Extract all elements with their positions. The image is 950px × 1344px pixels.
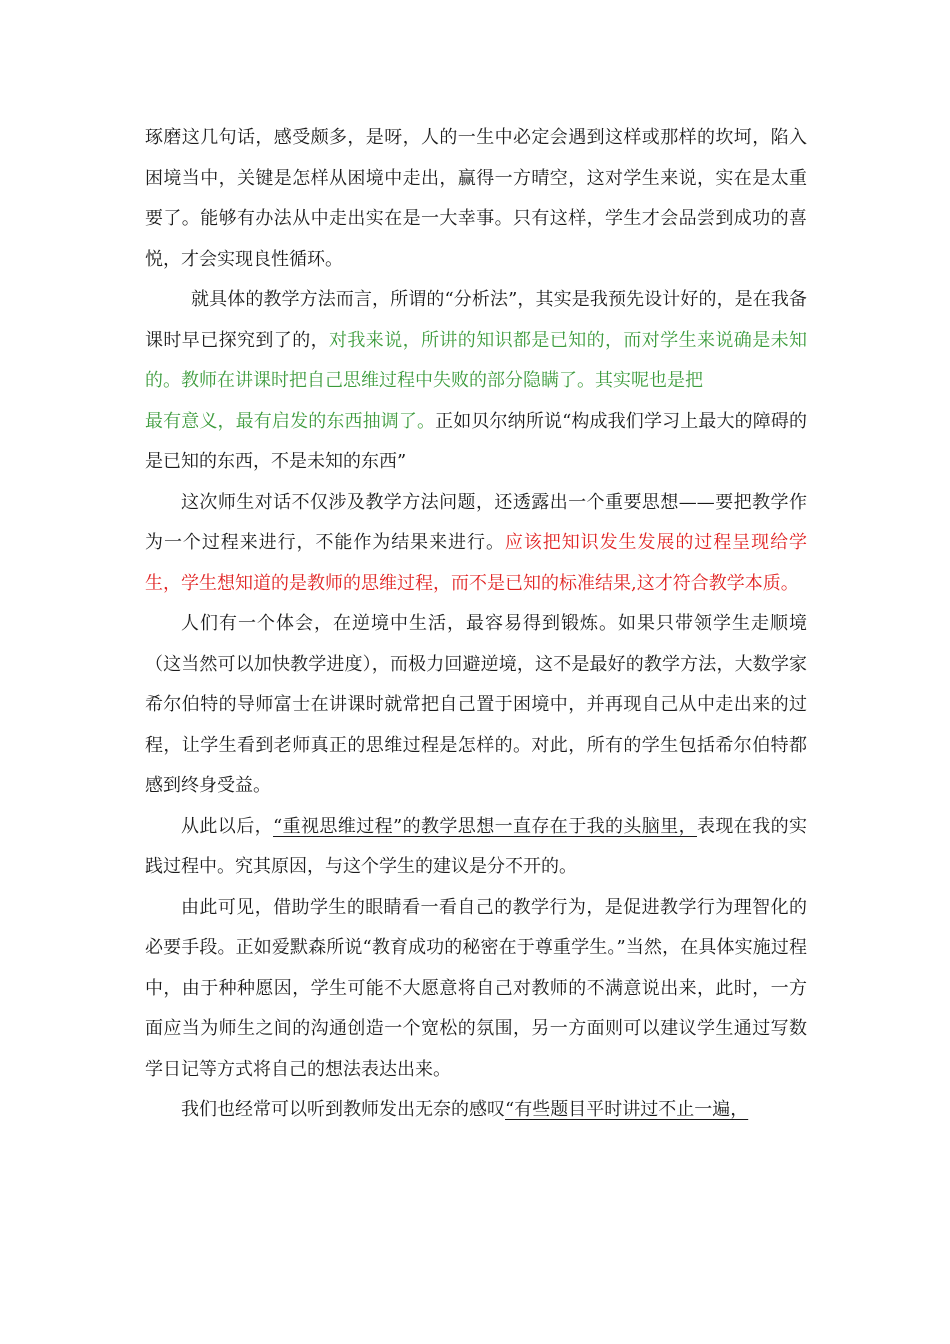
paragraph-2-green-a: 对我来说，所讲的知识都是已知的，而对学生来说确是未知的。教师在讲课时把自己思维过程中失败的部分隐瞒了。其实呢也是把 [145,329,807,391]
paragraph-6-text: 由此可见，借助学生的眼睛看一看自己的教学行为，是促进教学行为理智化的必要手段。正如爱默森所说“教育成功的秘密在于尊重学生。”当然，在具体实施过程中，由于种种愿因，学生可能不大愿意将自己对教师的不满意说出来，此时，一方面应当为师生之间的沟通创造一个宽松的氛围，另一方面则可以建议学生通过写数学日记等方式将自己的想法表达出来。 [145,896,807,1080]
paragraph-2-green-b: 最有意义，最有启发的东西抽调了。 [145,410,436,432]
paragraph-2-cont [145,402,807,483]
paragraph-4 [145,604,807,807]
paragraph-5-text-a: 从此以后， [181,815,273,837]
paragraph-5-text-b: 表现在我的实践过程中。究其原因，与这个学生的建议是分不开的。 [145,815,807,877]
paragraph-2-text-b: 正如贝尔纳所说“构成我们学习上最大的障碍的是已知的东西，不是未知的东西” [145,410,808,472]
paragraph-3-text-a: 这次师生对话不仅涉及教学方法问题，还透露出一个重要思想——要把教学作为一个过程来进行，不能作为结果来进行。 [145,491,807,553]
paragraph-3 [145,483,807,605]
paragraph-2 [145,280,807,402]
paragraph-5 [145,807,807,888]
paragraph-1 [145,118,807,280]
paragraph-7-underlined: “有些题目平时讲过不止一遍， [505,1099,749,1120]
document-body [145,118,807,1131]
paragraph-6 [145,888,807,1091]
paragraph-3-red: 应该把知识发生发展的过程呈现给学生，学生想知道的是教师的思维过程，而不是已知的标准结果,这才符合教学本质。 [145,532,808,594]
paragraph-1-text: 琢磨这几句话，感受颇多，是呀，人的一生中必定会遇到这样或那样的坎坷，陷入困境当中，关键是怎样从困境中走出，赢得一方晴空，这对学生来说，实在是太重要了。能够有办法从中走出实在是一大幸事。只有这样，学生才会品尝到成功的喜悦，才会实现良性循环。 [145,127,807,270]
paragraph-5-underlined: “重视思维过程”的教学思想一直存在于我的头脑里， [273,815,697,837]
paragraph-7 [145,1090,807,1131]
paragraph-4-text: 人们有一个体会，在逆境中生活，最容易得到锻炼。如果只带领学生走顺境（这当然可以加快教学进度），而极力回避逆境，这不是最好的教学方法，大数学家希尔伯特的导师富士在讲课时就常把自己置于困境中，并再现自己从中走出来的过程，让学生看到老师真正的思维过程是怎样的。对此，所有的学生包括希尔伯特都感到终身受益。 [145,613,807,796]
paragraph-7-text-a: 我们也经常可以听到教师发出无奈的感叹 [181,1099,505,1120]
paragraph-2-text-a: 就具体的教学方法而言，所谓的“分析法”，其实是我预先设计好的，是在我备课时早已探究到了的， [145,289,807,351]
